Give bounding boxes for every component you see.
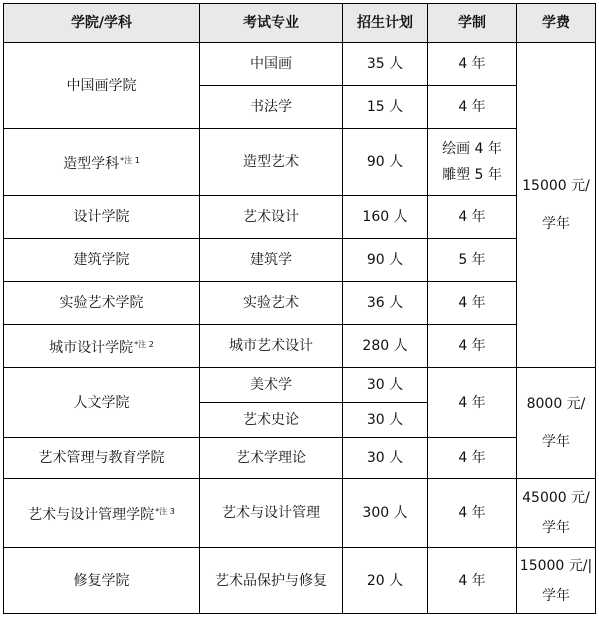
fee-cell-group-2 <box>517 368 596 479</box>
table-row <box>4 368 596 403</box>
fee-amount: 45000 元/ <box>522 490 590 506</box>
quota-cell: 30 人 <box>343 438 428 479</box>
quota-cell: 35 人 <box>343 43 428 86</box>
college-name: 造型学科 <box>63 155 120 172</box>
table-row <box>4 196 596 239</box>
quota-cell: 36 人 <box>343 282 428 325</box>
fee-unit: 学年 <box>542 216 570 232</box>
quota-cell: 20 人 <box>343 548 428 614</box>
table-row <box>4 548 596 614</box>
table-row <box>4 239 596 282</box>
years-cell: 4 年 <box>428 325 517 368</box>
years-cell <box>428 129 517 196</box>
college-cell <box>4 43 200 129</box>
college-name: 艺术与设计管理学院 <box>28 506 155 523</box>
years-line-1: 绘画 4 年 <box>442 141 502 157</box>
fee-unit: 学年 <box>542 520 570 536</box>
years-line-2: 雕塑 5 年 <box>442 167 502 183</box>
major-cell: 艺术与设计管理 <box>200 479 343 548</box>
fee-unit: 学年 <box>542 434 570 450</box>
years-cell: 5 年 <box>428 239 517 282</box>
header-row <box>4 4 596 43</box>
major-cell: 艺术设计 <box>200 196 343 239</box>
college-cell <box>4 325 200 368</box>
college-name: 中国画学院 <box>66 77 137 94</box>
college-cell: 建筑学院 <box>4 239 200 282</box>
major-cell: 造型艺术 <box>200 129 343 196</box>
major-cell: 城市艺术设计 <box>200 325 343 368</box>
years-cell: 4 年 <box>428 282 517 325</box>
fee-amount: 15000 元/ <box>522 178 590 194</box>
fee-cell-group-4 <box>517 548 596 614</box>
fee-cell-group-3 <box>517 479 596 548</box>
quota-cell: 30 人 <box>343 368 428 403</box>
table-row <box>4 129 596 196</box>
years-cell: 4 年 <box>428 438 517 479</box>
table-row <box>4 438 596 479</box>
years-cell: 4 年 <box>428 479 517 548</box>
header-years: 学制 <box>428 4 517 43</box>
footnote-marker: *注 3 <box>155 506 175 516</box>
quota-cell: 90 人 <box>343 239 428 282</box>
fee-amount: 8000 元/ <box>526 396 586 412</box>
fee-unit: 学年 <box>542 587 570 604</box>
table-row <box>4 479 596 548</box>
footnote-marker: *注 1 <box>120 155 140 165</box>
header-major: 考试专业 <box>200 4 343 43</box>
college-cell <box>4 479 200 548</box>
college-cell: 艺术管理与教育学院 <box>4 438 200 479</box>
college-cell: 人文学院 <box>4 368 200 438</box>
college-cell: 设计学院 <box>4 196 200 239</box>
header-fee: 学费 <box>517 4 596 43</box>
fee-cell-group-1 <box>517 43 596 368</box>
major-cell: 中国画 <box>200 43 343 86</box>
years-cell: 4 年 <box>428 196 517 239</box>
major-cell: 艺术学理论 <box>200 438 343 479</box>
admissions-table-container <box>3 3 596 614</box>
college-cell: 修复学院 <box>4 548 200 614</box>
college-cell <box>4 129 200 196</box>
quota-cell: 15 人 <box>343 86 428 129</box>
quota-cell: 300 人 <box>343 479 428 548</box>
years-cell: 4 年 <box>428 368 517 438</box>
years-cell: 4 年 <box>428 86 517 129</box>
years-cell: 4 年 <box>428 548 517 614</box>
major-cell: 书法学 <box>200 86 343 129</box>
major-cell: 实验艺术 <box>200 282 343 325</box>
header-college: 学院/学科 <box>4 4 200 43</box>
table-row <box>4 43 596 86</box>
quota-cell: 160 人 <box>343 196 428 239</box>
footnote-marker: *注 2 <box>134 339 154 349</box>
major-cell: 建筑学 <box>200 239 343 282</box>
college-cell: 实验艺术学院 <box>4 282 200 325</box>
college-name: 城市设计学院 <box>49 339 134 356</box>
header-quota: 招生计划 <box>343 4 428 43</box>
quota-cell: 90 人 <box>343 129 428 196</box>
major-cell: 艺术品保护与修复 <box>200 548 343 614</box>
admissions-table <box>3 3 596 614</box>
table-row <box>4 325 596 368</box>
fee-amount: 15000 元/| <box>519 557 593 574</box>
quota-cell: 280 人 <box>343 325 428 368</box>
quota-cell: 30 人 <box>343 403 428 438</box>
years-cell: 4 年 <box>428 43 517 86</box>
major-cell: 艺术史论 <box>200 403 343 438</box>
major-cell: 美术学 <box>200 368 343 403</box>
table-row <box>4 282 596 325</box>
